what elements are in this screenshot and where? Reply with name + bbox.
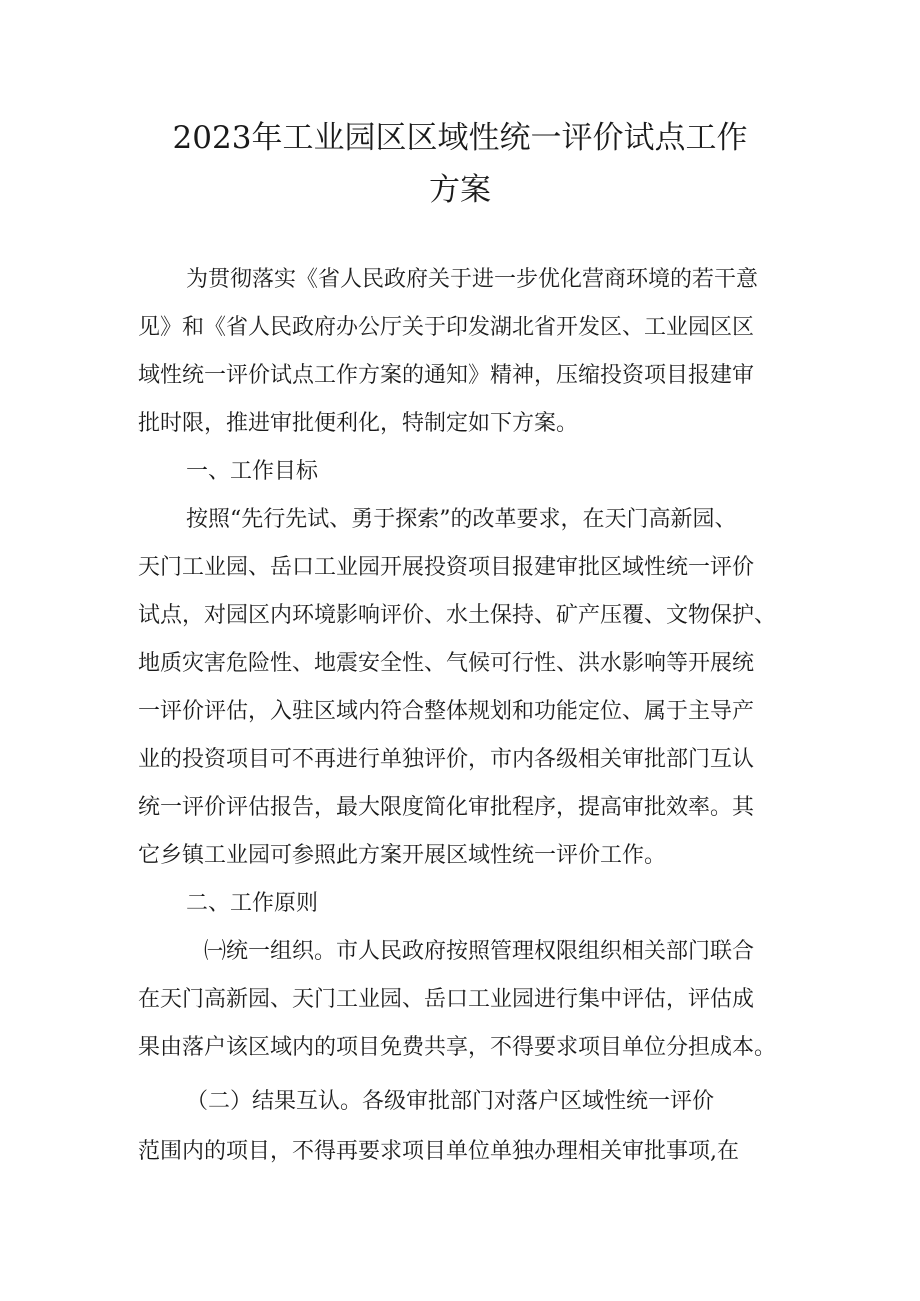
body-line-8: 地质灾害危险性、地震安全性、气候可行性、洪水影响等开展统 — [138, 651, 755, 676]
body-line-14: 在天门高新园、天门工业园、岳口工业园进行集中评估，评估成 — [138, 987, 755, 1012]
body-line-3: 域性统一评价试点工作方案的通知》精神，压缩投资项目报建审 — [138, 363, 755, 388]
body-line-12: 它乡镇工业园可参照此方案开展区域性统一评价工作。 — [138, 843, 667, 868]
body-line-2: 见》和《省人民政府办公厅关于印发湖北省开发区、工业园区区 — [138, 315, 755, 340]
body-line-10: 业的投资项目可不再进行单独评价，市内各级相关审批部门互认 — [138, 747, 755, 772]
document-title-line-2: 方案 — [429, 172, 491, 208]
body-line-17: 范围内的项目，不得再要求项目单位单独办理相关审批事项,在 — [138, 1139, 739, 1164]
body-line-6: 天门工业园、岳口工业园开展投资项目报建审批区域性统一评价 — [138, 555, 755, 580]
body-line-1: 为贯彻落实《省人民政府关于进一步优化营商环境的若干意 — [186, 267, 759, 292]
body-line-15: 果由落户该区域内的项目免费共享，不得要求项目单位分担成本。 — [138, 1035, 777, 1060]
section-heading-1: 一、工作目标 — [186, 459, 319, 484]
body-line-5: 按照“先行先试、勇于探索”的改革要求，在天门高新园、 — [186, 507, 737, 532]
body-line-13: ㈠统一组织。市人民政府按照管理权限组织相关部门联合 — [204, 939, 755, 964]
section-heading-2: 二、工作原则 — [186, 891, 319, 916]
body-line-11: 统一评价评估报告，最大限度简化审批程序，提高审批效率。其 — [138, 795, 755, 820]
body-line-9: 一评价评估，入驻区域内符合整体规划和功能定位、属于主导产 — [138, 699, 755, 724]
body-line-7: 试点，对园区内环境影响评价、水土保持、矿产压覆、文物保护、 — [138, 603, 777, 628]
body-line-16: （二）结果互认。各级审批部门对落户区域性统一评价 — [186, 1089, 715, 1114]
body-line-4: 批时限，推进审批便利化，特制定如下方案。 — [138, 411, 579, 436]
document-title-line-1: 2023年工业园区区域性统一评价试点工作 — [172, 120, 748, 156]
